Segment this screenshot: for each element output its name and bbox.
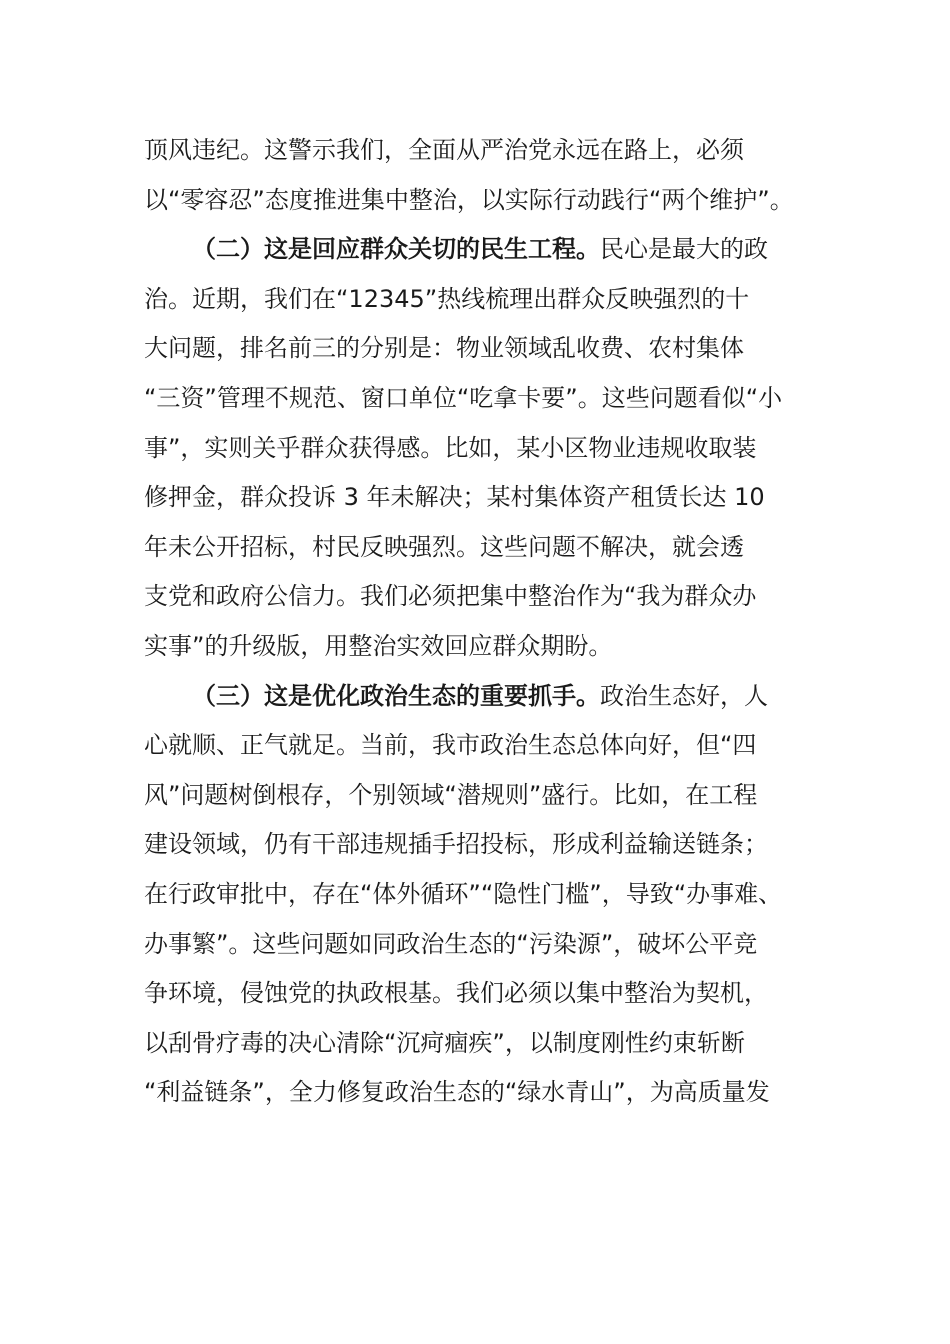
text-line: “利益链条”，全力修复政治生态的“绿水青山”，为高质量发 (144, 1078, 770, 1107)
text-line: 以“零容忍”态度推进集中整治，以实际行动践行“两个维护”。 (144, 185, 794, 214)
text-line: 办事繁”。这些问题如同政治生态的“污染源”，破坏公平竞 (144, 929, 758, 958)
text-segment: 政治生态好，人 (600, 681, 768, 710)
text-line: 以刮骨疗毒的决心清除“沉疴痼疾”，以制度刚性约束斩断 (144, 1028, 745, 1057)
text-line: 争环境，侵蚀党的执政根基。我们必须以集中整治为契机， (144, 979, 768, 1008)
paragraph-2-first-line (144, 225, 814, 275)
text-line: 年未公开招标，村民反映强烈。这些问题不解决，就会透 (144, 532, 744, 561)
text-line: 顶风违纪。这警示我们，全面从严治党永远在路上，必须 (144, 136, 744, 164)
text-line: 在行政审批中，存在“体外循环”“隐性门槛”，导致“办事难、 (144, 879, 783, 908)
text-line: 心就顺、正气就足。当前，我市政治生态总体向好，但“四 (144, 731, 757, 760)
text-line: 大问题，排名前三的分别是：物业领域乱收费、农村集体 (144, 334, 744, 363)
text-line: 支党和政府公信力。我们必须把集中整治作为“我为群众办 (144, 582, 757, 611)
text-line: 风”问题树倒根存，个别领域“潜规则”盛行。比如，在工程 (144, 780, 758, 809)
text-line: 事”，实则关乎群众获得感。比如，某小区物业违规收取装 (144, 433, 757, 462)
text-line: 修押金，群众投诉 3 年未解决；某村集体资产租赁长达 10 (144, 483, 765, 512)
document-body (144, 126, 814, 1118)
section-heading-2: （二）这是回应群众关切的民生工程。 (192, 235, 600, 264)
text-line: 建设领域，仍有干部违规插手招投标，形成利益输送链条； (144, 830, 768, 859)
text-line: “三资”管理不规范、窗口单位“吃拿卡要”。这些问题看似“小 (144, 383, 783, 412)
text-line: 实事”的升级版，用整治实效回应群众期盼。 (144, 631, 613, 660)
paragraph-3-first-line (144, 672, 814, 722)
text-line: 治。近期，我们在“12345”热线梳理出群众反映强烈的十 (144, 284, 750, 313)
text-segment: 民心是最大的政 (600, 235, 768, 264)
section-heading-3: （三）这是优化政治生态的重要抓手。 (192, 681, 600, 710)
